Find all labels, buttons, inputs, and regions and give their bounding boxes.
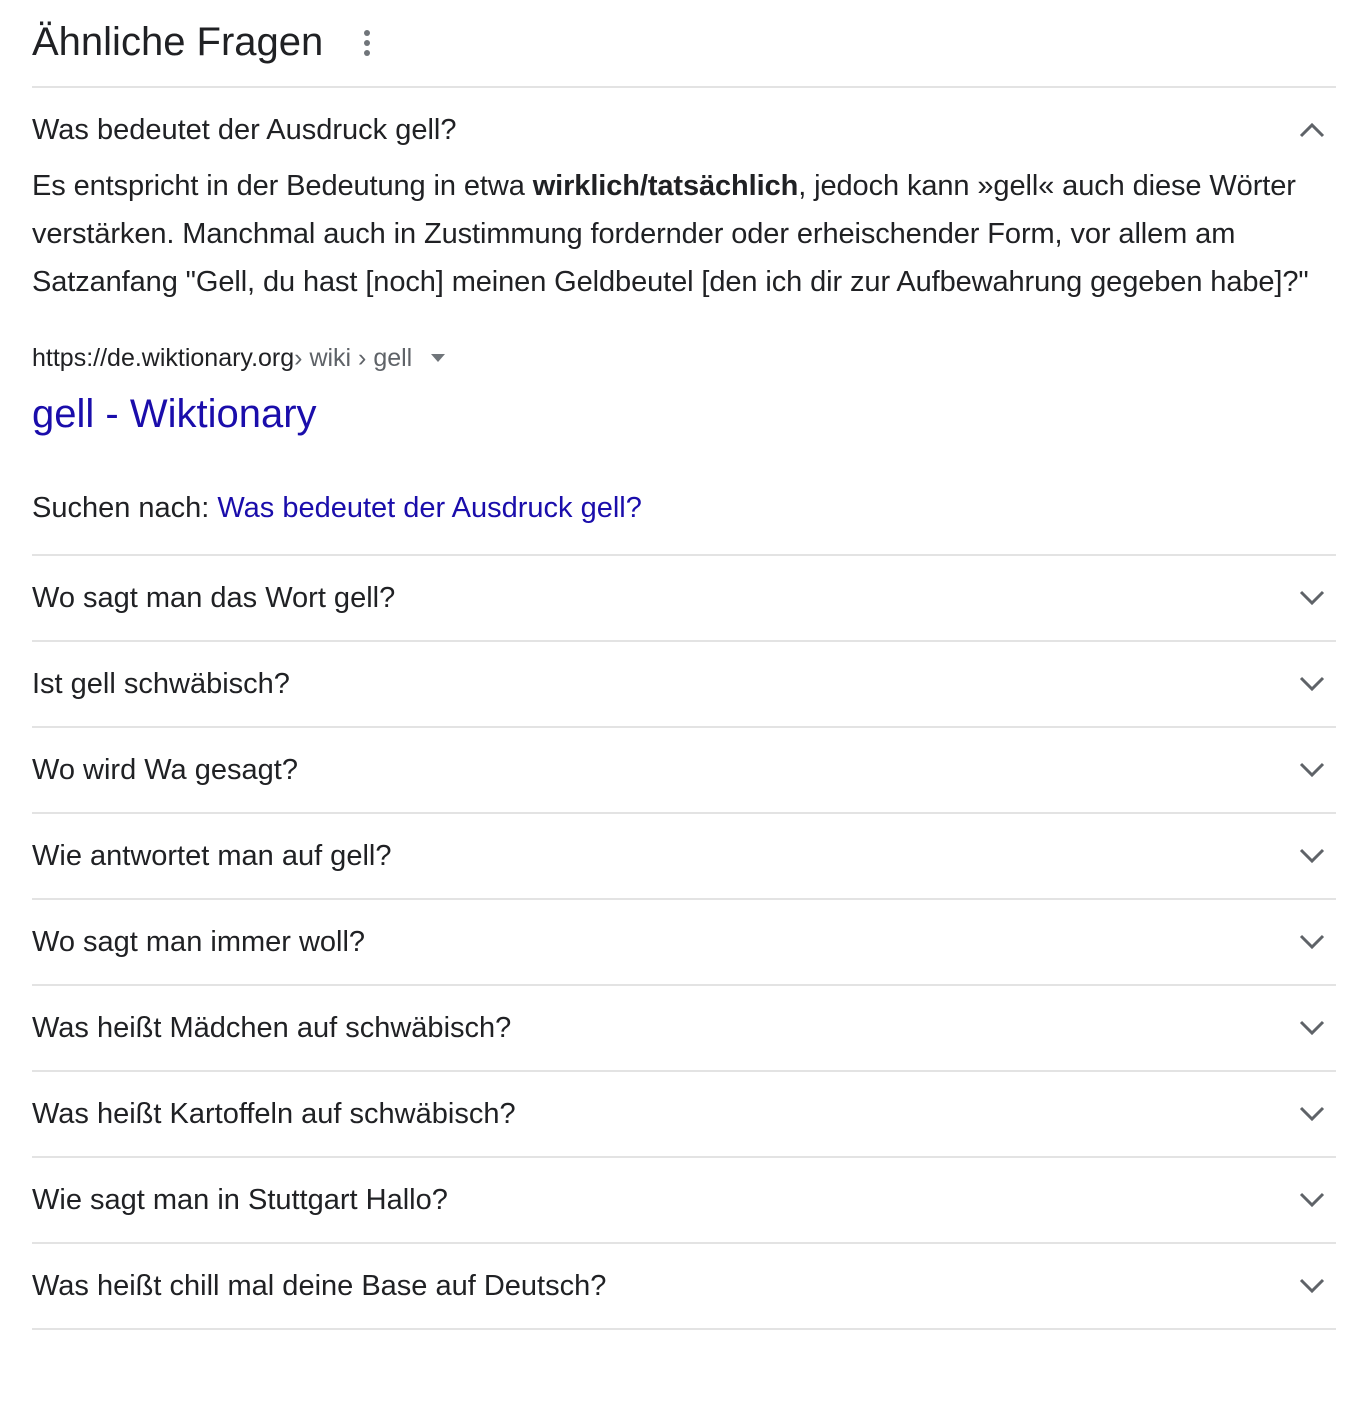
chevron-down-icon[interactable] (1296, 668, 1328, 700)
question-row[interactable] (32, 642, 1336, 728)
question-text: Wo sagt man immer woll? (32, 925, 366, 958)
panel-header (32, 0, 1336, 88)
expanded-question-text: Was bedeutet der Ausdruck gell? (32, 113, 457, 146)
question-text: Wo wird Wa gesagt? (32, 753, 298, 786)
question-row[interactable] (32, 556, 1336, 642)
search-for-row (32, 492, 1336, 556)
question-text: Wie antwortet man auf gell? (32, 839, 392, 872)
chevron-up-icon[interactable] (1296, 114, 1328, 146)
source-title-link[interactable]: gell - Wiktionary (32, 392, 317, 436)
question-row[interactable] (32, 1158, 1336, 1244)
chevron-down-icon[interactable] (1296, 1012, 1328, 1044)
question-text: Wie sagt man in Stuttgart Hallo? (32, 1183, 448, 1216)
search-for-label: Suchen nach: (32, 492, 210, 524)
chevron-down-icon[interactable] (1296, 926, 1328, 958)
question-row[interactable] (32, 900, 1336, 986)
search-for-link[interactable]: Was bedeutet der Ausdruck gell? (217, 492, 642, 524)
source-path: › wiki › gell (294, 343, 413, 372)
question-text: Wo sagt man das Wort gell? (32, 581, 396, 614)
answer-text (32, 162, 1340, 306)
question-row[interactable] (32, 1244, 1336, 1330)
chevron-down-icon[interactable] (1296, 582, 1328, 614)
chevron-down-icon[interactable] (1296, 1184, 1328, 1216)
answer-text-bold: wirklich/tatsächlich (532, 170, 799, 202)
expanded-question-row[interactable] (32, 88, 1336, 172)
more-vert-icon[interactable] (357, 23, 377, 63)
answer-text-end: , jedoch kann »gell« auch diese Wörter verstärken. Manchmal auch in Zustimmung fordernder oder erheischender Form, vor allem am Satzanfang "Gell, du hast [noch] meinen Geldbeutel [den ich dir zur Aufbewahrung gegeben habe]?" (32, 170, 1309, 298)
source-breadcrumb (32, 340, 1336, 376)
answer-text-start: Es entspricht in der Bedeutung in etwa (32, 170, 533, 202)
chevron-down-icon[interactable] (1296, 1270, 1328, 1302)
source-url: https://de.wiktionary.org (32, 343, 295, 372)
panel-title: Ähnliche Fragen (32, 20, 324, 64)
question-row[interactable] (32, 1072, 1336, 1158)
caret-down-icon[interactable] (430, 350, 446, 366)
question-row[interactable] (32, 814, 1336, 900)
question-row[interactable] (32, 728, 1336, 814)
question-text: Was heißt Kartoffeln auf schwäbisch? (32, 1097, 516, 1130)
question-row[interactable] (32, 986, 1336, 1072)
question-list (32, 556, 1336, 1330)
question-text: Was heißt chill mal deine Base auf Deutsch? (32, 1269, 607, 1302)
chevron-down-icon[interactable] (1296, 754, 1328, 786)
question-text: Ist gell schwäbisch? (32, 667, 290, 700)
chevron-down-icon[interactable] (1296, 1098, 1328, 1130)
related-questions-panel (32, 0, 1336, 1330)
question-text: Was heißt Mädchen auf schwäbisch? (32, 1011, 512, 1044)
chevron-down-icon[interactable] (1296, 840, 1328, 872)
